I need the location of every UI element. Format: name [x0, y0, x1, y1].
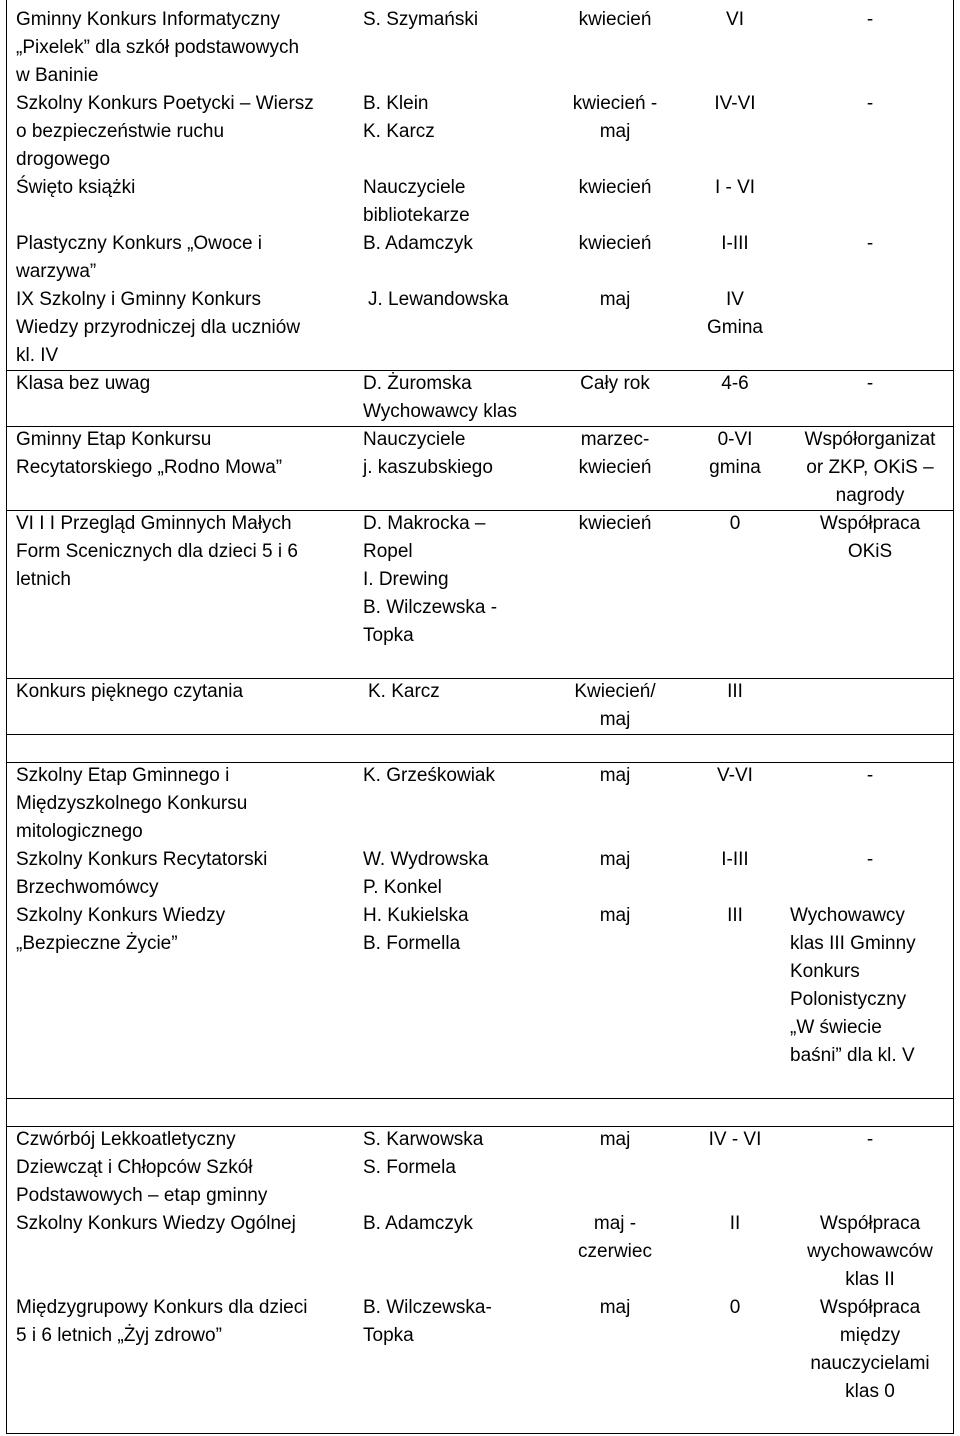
row-notes: Wychowawcy klas III Gminny Konkurs Polonistyczny „W świecie baśni” dla kl. V: [790, 905, 916, 1066]
table-bottom-border: [6, 1433, 954, 1434]
row-notes: Współpraca między nauczycielami klas 0: [810, 1297, 930, 1402]
row-classes: 4-6: [721, 373, 749, 394]
row-teacher: D. Makrocka – Ropel I. Drewing B. Wilczewska - Topka: [363, 513, 498, 646]
row-date: maj: [599, 765, 631, 786]
row-classes: 0-VI gmina: [709, 429, 761, 478]
row-teacher: S. Karwowska S. Formela: [363, 1129, 484, 1178]
row-classes: IV Gmina: [707, 289, 763, 338]
row-classes: I - VI: [714, 177, 756, 198]
row-notes: Współpraca wychowawców klas II: [807, 1213, 933, 1290]
row-event: Gminny Etap Konkursu Recytatorskiego „Rodno Mowa”: [16, 429, 283, 478]
row-teacher: B. Klein K. Karcz: [363, 93, 435, 142]
row-classes: II: [729, 1213, 741, 1234]
row-date: maj: [599, 849, 631, 870]
row-classes: IV - VI: [708, 1129, 762, 1150]
row-date: maj: [599, 289, 631, 310]
row-notes: -: [866, 1129, 874, 1150]
row-event: Międzygrupowy Konkurs dla dzieci 5 i 6 letnich „Żyj zdrowo”: [16, 1297, 308, 1346]
row-classes: V-VI: [717, 765, 753, 786]
row-classes: 0: [729, 1297, 741, 1318]
table-right-border: [953, 0, 954, 1434]
row-date: maj: [599, 1129, 631, 1150]
row-notes: -: [866, 765, 874, 786]
row-classes: III: [727, 681, 743, 702]
row-event: Czwórbój Lekkoatletyczny Dziewcząt i Chłopców Szkół Podstawowych – etap gminny: [16, 1129, 268, 1206]
row-date: maj: [599, 905, 631, 926]
row-date: Kwiecień/ maj: [574, 681, 656, 730]
row-classes: VI: [726, 9, 744, 30]
row-date: kwiecień: [578, 513, 652, 534]
row-event: Szkolny Etap Gminnego i Międzyszkolnego Konkursu mitologicznego: [16, 765, 248, 842]
row-notes: -: [866, 373, 874, 394]
row-event: Szkolny Konkurs Poetycki – Wiersz o bezpieczeństwie ruchu drogowego: [16, 93, 314, 170]
row-event: IX Szkolny i Gminny Konkurs Wiedzy przyrodniczej dla uczniów kl. IV: [16, 289, 301, 366]
row-event: Plastyczny Konkurs „Owoce i warzywa”: [16, 233, 263, 282]
row-divider: [6, 734, 954, 735]
row-event: Gminny Konkurs Informatyczny „Pixelek” dla szkół podstawowych w Baninie: [16, 9, 300, 86]
row-date: kwiecień - maj: [572, 93, 658, 142]
row-notes: Współpraca OKiS: [819, 513, 921, 562]
table-left-border: [6, 0, 7, 1434]
row-teacher: W. Wydrowska P. Konkel: [363, 849, 489, 898]
row-classes: I-III: [721, 849, 749, 870]
row-event: Szkolny Konkurs Recytatorski Brzechwomówcy: [16, 849, 268, 898]
row-notes: -: [866, 93, 874, 114]
row-event: Święto książki: [16, 177, 136, 198]
row-teacher: J. Lewandowska: [368, 289, 509, 310]
row-teacher: B. Wilczewska- Topka: [363, 1297, 492, 1346]
row-teacher: S. Szymański: [363, 9, 479, 30]
row-teacher: Nauczyciele bibliotekarze: [363, 177, 470, 226]
row-event: VI I I Przegląd Gminnych Małych Form Scenicznych dla dzieci 5 i 6 letnich: [16, 513, 298, 590]
row-event: Klasa bez uwag: [16, 373, 151, 394]
row-teacher: B. Adamczyk: [363, 233, 473, 254]
row-date: kwiecień: [578, 233, 652, 254]
row-teacher: H. Kukielska B. Formella: [363, 905, 469, 954]
row-classes: 0: [729, 513, 741, 534]
row-date: Cały rok: [580, 373, 650, 394]
row-date: maj: [599, 1297, 631, 1318]
row-notes: Współorganizat or ZKP, OKiS – nagrody: [804, 429, 936, 506]
row-event: Szkolny Konkurs Wiedzy „Bezpieczne Życie”: [16, 905, 226, 954]
row-teacher: Nauczyciele j. kaszubskiego: [363, 429, 493, 478]
row-notes: -: [866, 233, 874, 254]
row-classes: I-III: [721, 233, 749, 254]
row-classes: III: [727, 905, 743, 926]
row-teacher: K. Karcz: [368, 681, 440, 702]
row-classes: IV-VI: [714, 93, 756, 114]
row-date: kwiecień: [578, 177, 652, 198]
row-event: Konkurs pięknego czytania: [16, 681, 244, 702]
row-date: kwiecień: [578, 9, 652, 30]
row-date: maj - czerwiec: [578, 1213, 652, 1262]
row-divider: [6, 1098, 954, 1099]
row-date: marzec- kwiecień: [578, 429, 652, 478]
row-event: Szkolny Konkurs Wiedzy Ogólnej: [16, 1213, 296, 1234]
row-notes: -: [866, 9, 874, 30]
row-teacher: D. Żuromska Wychowawcy klas: [363, 373, 517, 422]
row-notes: -: [866, 849, 874, 870]
row-teacher: B. Adamczyk: [363, 1213, 473, 1234]
row-teacher: K. Grześkowiak: [363, 765, 495, 786]
